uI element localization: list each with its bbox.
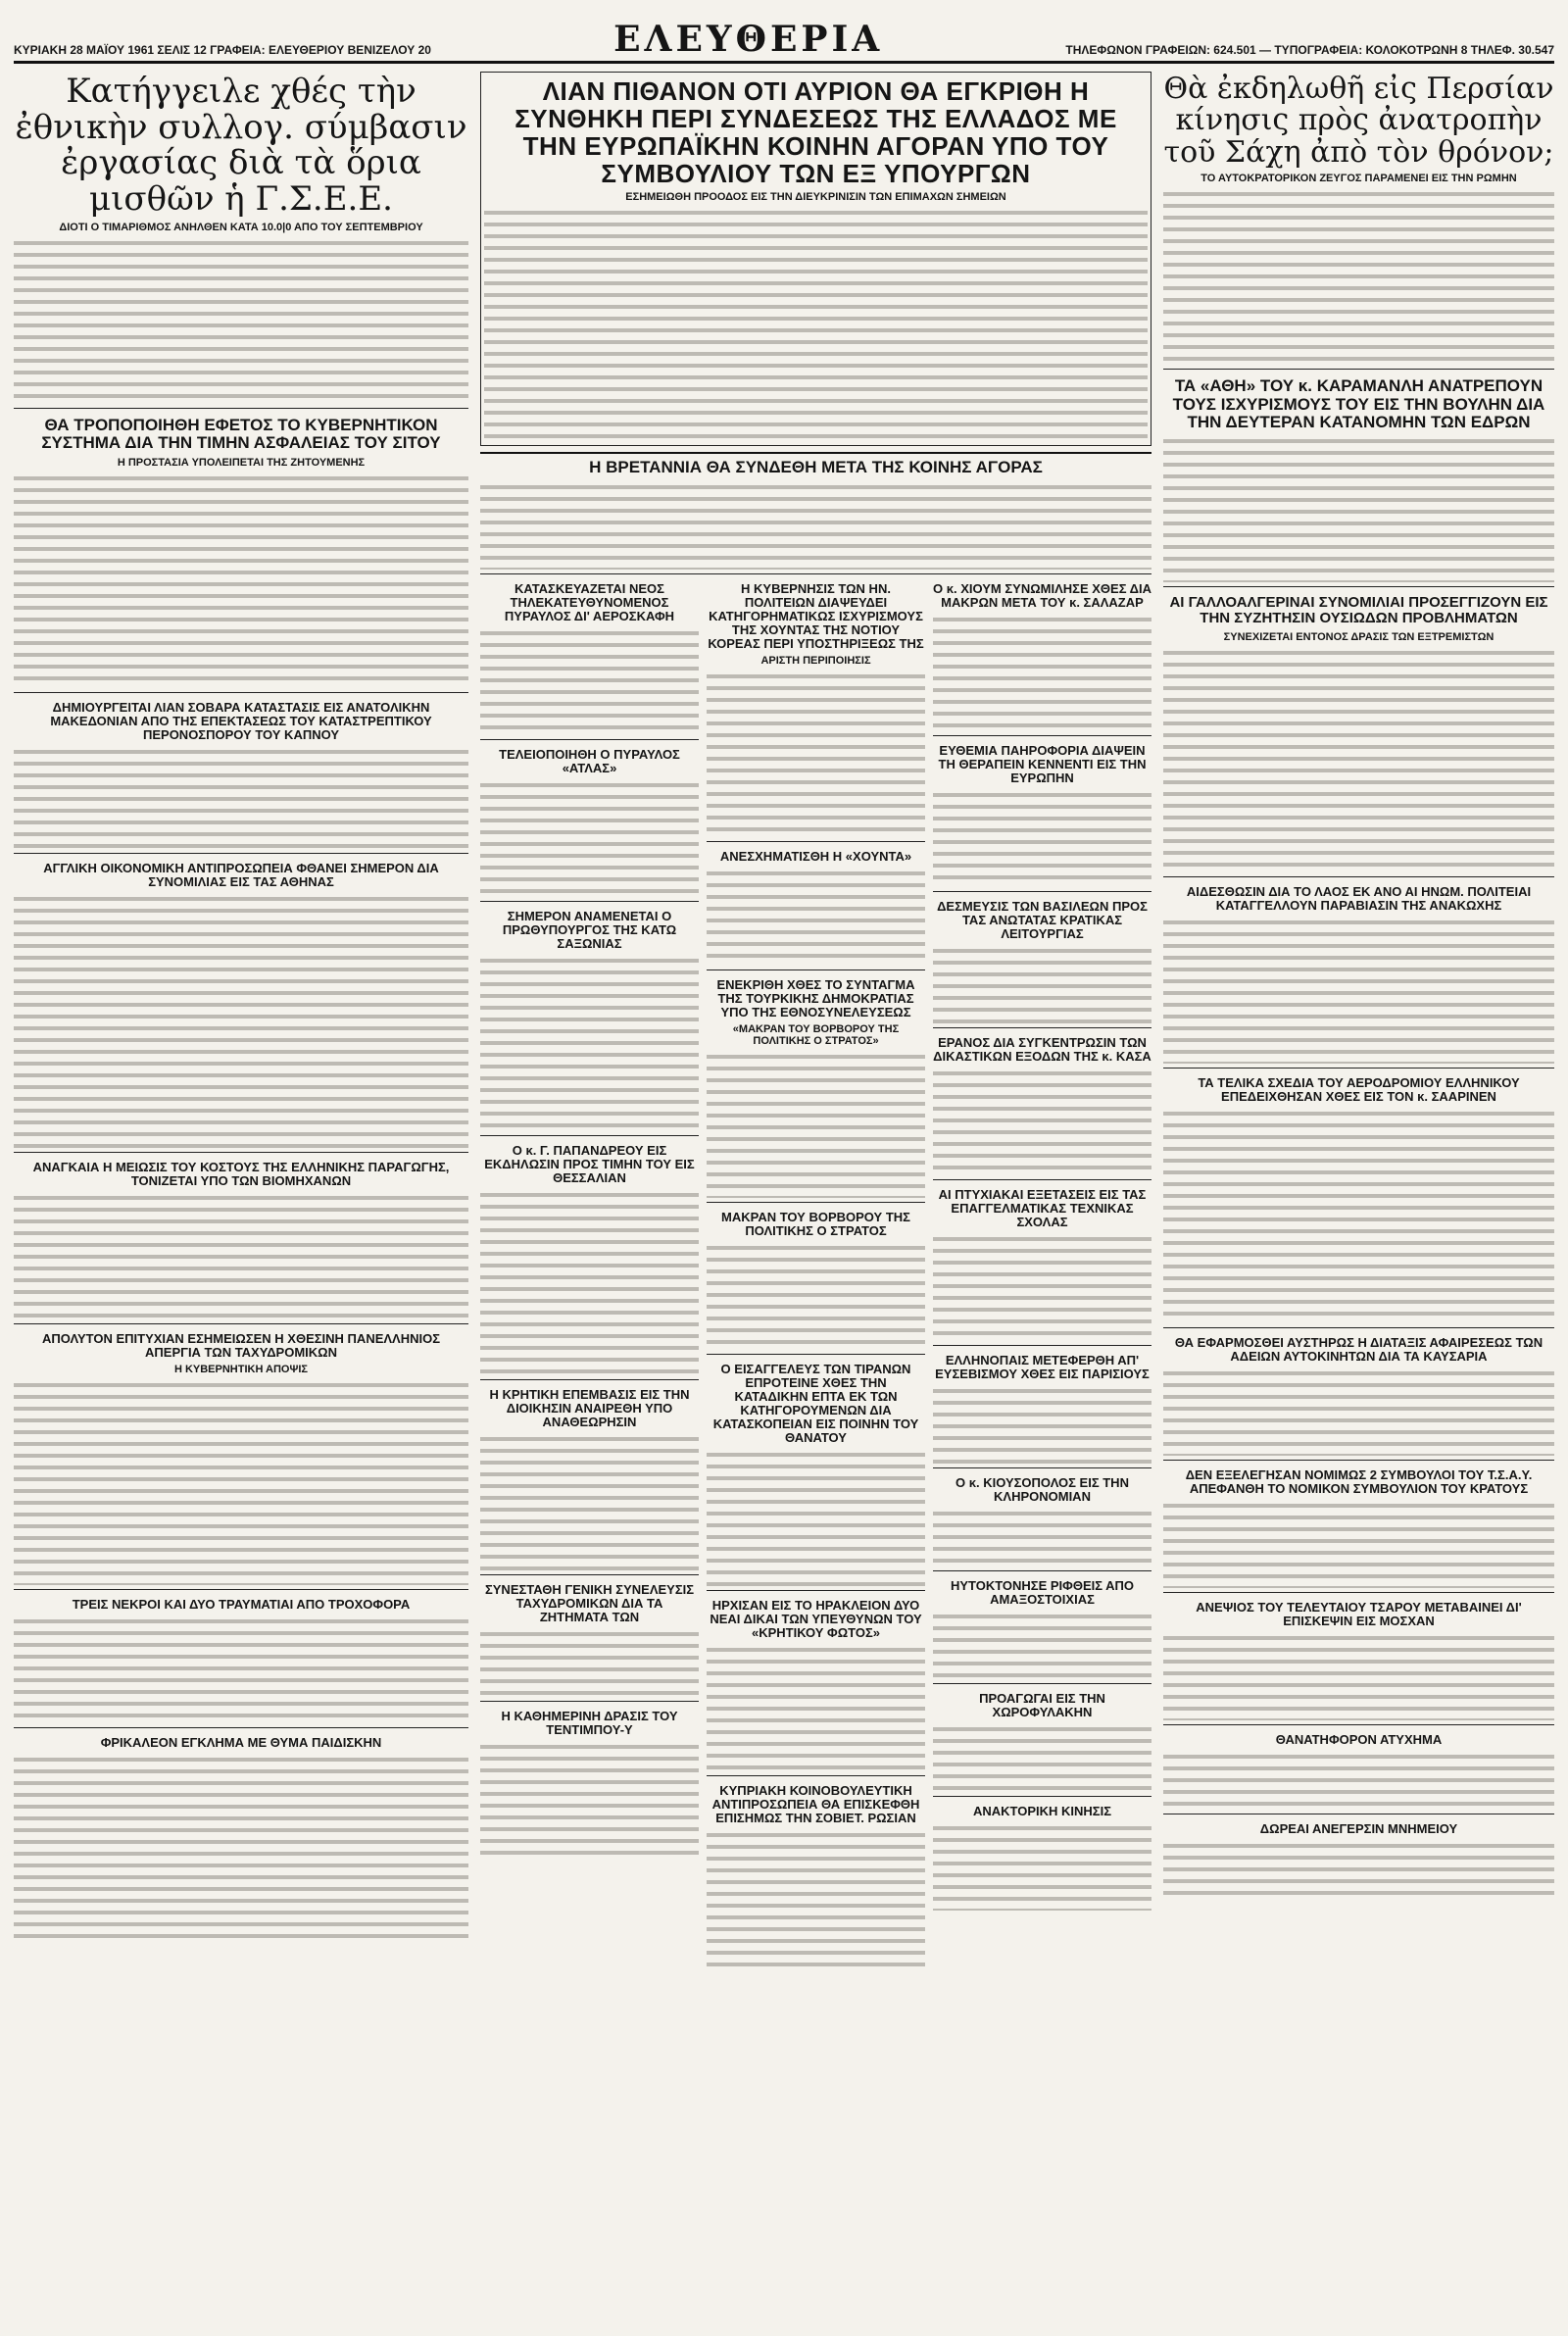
article-missile bbox=[480, 580, 699, 740]
headline: ΑΙΔΕΣΘΩΣΙΝ ΔΙΑ ΤΟ ΛΑΟΣ ΕΚ ΑΝΟ ΑΙ ΗΝΩΜ. ΠΟΛΙΤΕΙΑΙ ΚΑΤΑΓΓΕΛΛΟΥΝ ΠΑΡΑΒΙΑΣΙΝ ΤΗΣ ΑΝΑΚΩΧΗΣ bbox=[1186, 883, 1532, 913]
article-british-delegation bbox=[14, 860, 468, 1153]
headline: ΦΡΙΚΑΛΕΟΝ ΕΓΚΛΗΜΑ ΜΕ ΘΥΜΑ ΠΑΙΔΙΣΚΗΝ bbox=[100, 1734, 382, 1750]
article-body bbox=[707, 1644, 925, 1771]
article-suicide bbox=[933, 1577, 1152, 1684]
article-tentimpou bbox=[480, 1708, 699, 1863]
article-body bbox=[14, 746, 468, 849]
article-laos bbox=[1163, 883, 1554, 1069]
article-body bbox=[1163, 1840, 1554, 1899]
article-papandreou bbox=[480, 1142, 699, 1380]
article-body bbox=[707, 1449, 925, 1586]
article-palace bbox=[933, 1803, 1152, 1914]
headline: ΚΥΠΡΙΑΚΗ ΚΟΙΝΟΒΟΥΛΕΥΤΙΚΗ ΑΝΤΙΠΡΟΣΩΠΕΙΑ ΘΑ ΕΠΙΣΚΕΦΘΗ ΕΠΙΣΗΜΩΣ ΤΗΝ ΣΟΒΙΕΤ. ΡΩΣΙΑΝ bbox=[711, 1783, 920, 1826]
article-body bbox=[1163, 1500, 1554, 1588]
article-body bbox=[933, 1723, 1152, 1792]
article-karamanlis bbox=[1163, 375, 1554, 587]
subheadline: Η ΠΡΟΣΤΑΣΙΑ ΥΠΟΛΕΙΠΕΤΑΙ ΤΗΣ ΖΗΤΟΥΜΕΝΗΣ bbox=[117, 456, 366, 469]
headline: Ο κ. ΧΙΟΥΜ ΣΥΝΩΜΙΛΗΣΕ ΧΘΕΣ ΔΙΑ ΜΑΚΡΩΝ ΜΕΤΑ ΤΟΥ κ. ΣΑΛΑΖΑΡ bbox=[933, 580, 1152, 610]
headline: ΘΑΝΑΤΗΦΟΡΟΝ ΑΤΥΧΗΜΑ bbox=[1275, 1731, 1443, 1747]
article-body bbox=[1163, 435, 1554, 582]
article-body bbox=[933, 1611, 1152, 1679]
headline: ΤΑ «ΑΘΗ» ΤΟΥ κ. ΚΑΡΑΜΑΝΛΗ ΑΝΑΤΡΕΠΟΥΝ ΤΟΥΣ ΙΣΧΥΡΙΣΜΟΥΣ ΤΟΥ ΕΙΣ ΤΗΝ ΒΟΥΛΗΝ ΔΙΑ ΤΗΝ ΔΕΥΤΕΡΑΝ ΚΑΤΑΝΟΜΗΝ ΤΩΝ ΕΔΡΩΝ bbox=[1172, 376, 1545, 431]
headline: ΕΝΕΚΡΙΘΗ ΧΘΕΣ ΤΟ ΣΥΝΤΑΓΜΑ ΤΗΣ ΤΟΥΡΚΙΚΗΣ ΔΗΜΟΚΡΑΤΙΑΣ ΥΠΟ ΤΗΣ ΕΘΝΟΣΥΝΕΛΕΥΣΕΩΣ bbox=[716, 976, 915, 1019]
article-monument bbox=[1163, 1820, 1554, 1903]
headline: Ο κ. ΚΙΟΥΣΟΠΟΛΟΣ ΕΙΣ ΤΗΝ ΚΛΗΡΟΝΟΜΙΑΝ bbox=[956, 1475, 1129, 1505]
center-grid bbox=[480, 580, 1152, 1971]
article-paris bbox=[933, 1352, 1152, 1468]
article-body bbox=[480, 1189, 699, 1375]
article-body bbox=[14, 1192, 468, 1319]
headline: ΔΗΜΙΟΥΡΓΕΙΤΑΙ ΛΙΑΝ ΣΟΒΑΡΑ ΚΑΤΑΣΤΑΣΙΣ ΕΙΣ ΑΝΑΤΟΛΙΚΗΝ ΜΑΚΕΔΟΝΙΑΝ ΑΠΟ ΤΗΣ ΕΠΕΚΤΑΣΕΩΣ ΤΟΥ ΚΑΤΑΣΤΡΕΠΤΙΚΟΥ ΠΕΡΟΝΟΣΠΟΡΟΥ ΤΟΥ ΚΑΠΝΟΥ bbox=[50, 699, 432, 742]
article-tirana bbox=[707, 1361, 925, 1591]
article-crime bbox=[14, 1734, 468, 1944]
article-persia bbox=[1163, 72, 1554, 370]
newspaper-title: ΕΛΕΥΘΕΡΙΑ bbox=[613, 19, 884, 60]
article-body bbox=[480, 481, 1152, 570]
subheadline: ΣΥΝΕΧΙΖΕΤΑΙ ΕΝΤΟΝΟΣ ΔΡΑΣΙΣ ΤΩΝ ΕΞΤΡΕΜΙΣΤΩΝ bbox=[1223, 630, 1494, 643]
headline: ΤΕΛΕΙΟΠΟΙΗΘΗ Ο ΠΥΡΑΥΛΟΣ «ΑΤΛΑΣ» bbox=[499, 746, 680, 775]
article-britain bbox=[480, 452, 1152, 573]
headline: ΑΙ ΠΤΥΧΙΑΚΑΙ ΕΞΕΤΑΣΕΙΣ ΕΙΣ ΤΑΣ ΕΠΑΓΓΕΛΜΑΤΙΚΑΣ ΤΕΧΝΙΚΑΣ ΣΧΟΛΑΣ bbox=[938, 1186, 1147, 1230]
article-airport bbox=[1163, 1074, 1554, 1328]
headline: ΑΝΕΨΙΟΣ ΤΟΥ ΤΕΛΕΥΤΑΙΟΥ ΤΣΑΡΟΥ ΜΕΤΑΒΑΙΝΕΙ ΔΙ' ΕΠΙΣΚΕΨΙΝ ΕΙΣ ΜΟΣΧΑΝ bbox=[1196, 1599, 1522, 1628]
article-body bbox=[1163, 1751, 1554, 1810]
article-body bbox=[707, 1051, 925, 1198]
subheadline: ΤΟ ΑΥΤΟΚΡΑΤΟΡΙΚΟΝ ΖΕΥΓΟΣ ΠΑΡΑΜΕΝΕΙ ΕΙΣ ΤΗΝ ΡΩΜΗΝ bbox=[1200, 173, 1517, 185]
left-column bbox=[14, 72, 468, 1970]
headline: ΤΑ ΤΕΛΙΚΑ ΣΧΕΔΙΑ ΤΟΥ ΑΕΡΟΔΡΟΜΙΟΥ ΕΛΛΗΝΙΚΟΥ ΕΠΕΔΕΙΧΘΗΣΑΝ ΧΘΕΣ ΕΙΣ ΤΟΝ κ. ΣΑΑΡΙΝΕΝ bbox=[1198, 1074, 1520, 1104]
article-industry-cost bbox=[14, 1159, 468, 1324]
subheadline: «ΜΑΚΡΑΝ ΤΟΥ ΒΟΡΒΟΡΟΥ ΤΗΣ ΠΟΛΙΤΙΚΗΣ Ο ΣΤΡΑΤΟΣ» bbox=[732, 1022, 900, 1047]
article-body bbox=[933, 1822, 1152, 1911]
article-body bbox=[1163, 1367, 1554, 1456]
article-body bbox=[933, 789, 1152, 887]
headline: ΑΠΟΛΥΤΟΝ ΕΠΙΤΥΧΙΑΝ ΕΣΗΜΕΙΩΣΕΝ Η ΧΘΕΣΙΝΗ ΠΑΝΕΛΛΗΝΙΟΣ ΑΠΕΡΓΙΑ ΤΩΝ ΤΑΧΥΔΡΟΜΙΚΩΝ bbox=[41, 1330, 441, 1360]
article-body bbox=[14, 1615, 468, 1723]
article-crete-admin bbox=[480, 1386, 699, 1575]
article-algeria bbox=[1163, 593, 1554, 876]
article-body bbox=[707, 1242, 925, 1350]
article-body bbox=[933, 614, 1152, 731]
article-body bbox=[707, 868, 925, 966]
headline: ΚΑΤΑΣΚΕΥΑΖΕΤΑΙ ΝΕΟΣ ΤΗΛΕΚΑΤΕΥΘΥΝΟΜΕΝΟΣ ΠΥΡΑΥΛΟΣ ΔΙ' ΑΕΡΟΣΚΑΦΗ bbox=[504, 580, 675, 623]
center-column bbox=[480, 72, 1152, 1970]
article-traffic-deaths bbox=[14, 1596, 468, 1728]
headline: ΤΡΕΙΣ ΝΕΚΡΟΙ ΚΑΙ ΔΥΟ ΤΡΑΥΜΑΤΙΑΙ ΑΠΟ ΤΡΟΧΟΦΟΡΑ bbox=[72, 1596, 411, 1612]
article-body bbox=[1163, 188, 1554, 365]
subheadline: ΔΙΟΤΙ Ο ΤΙΜΑΡΙΘΜΟΣ ΑΝΗΛΘΕΝ ΚΑΤΑ 10.0|0 ΑΠΟ ΤΟΥ ΣΕΠΤΕΜΒΡΙΟΥ bbox=[59, 221, 423, 233]
headline: ΘΑ ΤΡΟΠΟΠΟΙΗΘΗ ΕΦΕΤΟΣ ΤΟ ΚΥΒΕΡΝΗΤΙΚΟΝ ΣΥΣΤΗΜΑ ΔΙΑ ΤΗΝ ΤΙΜΗΝ ΑΣΦΑΛΕΙΑΣ ΤΟΥ ΣΙΤΟΥ bbox=[41, 415, 441, 453]
article-gendarmerie bbox=[933, 1690, 1152, 1797]
headline: Η ΚΑΘΗΜΕΡΙΝΗ ΔΡΑΣΙΣ ΤΟΥ ΤΕΝΤΙΜΠΟΥ-Υ bbox=[501, 1709, 678, 1738]
center-sub-col-3 bbox=[933, 580, 1152, 1971]
headline: Η ΚΥΒΕΡΝΗΣΙΣ ΤΩΝ ΗΝ. ΠΟΛΙΤΕΙΩΝ ΔΙΑΨΕΥΔΕΙ ΚΑΤΗΓΟΡΗΜΑΤΙΚΩΣ ΙΣΧΥΡΙΣΜΟΥΣ ΤΗΣ ΧΟΥΝΤΑΣ ΤΗΣ ΝΟΤΙΟΥ ΚΟΡΕΑΣ ΠΕΡΙ ΥΠΟΣΤΗΡΙΞΕΩΣ ΤΗΣ bbox=[708, 580, 924, 651]
headline: ΗΡΧΙΣΑΝ ΕΙΣ ΤΟ ΗΡΑΚΛΕΙΟΝ ΔΥΟ ΝΕΑΙ ΔΙΚΑΙ ΤΩΝ ΥΠΕΥΘΥΝΩΝ ΤΟΥ «ΚΡΗΤΙΚΟΥ ΦΩΤΟΣ» bbox=[710, 1598, 922, 1641]
article-heraklion bbox=[707, 1597, 925, 1776]
article-body bbox=[933, 1385, 1152, 1464]
article-body bbox=[14, 1379, 468, 1585]
article-wheat bbox=[14, 415, 468, 693]
article-body bbox=[480, 1628, 699, 1697]
lead-headline: ΛΙΑΝ ΠΙΘΑΝΟΝ ΟΤΙ ΑΥΡΙΟΝ ΘΑ ΕΓΚΡΙΘΗ Η ΣΥΝΘΗΚΗ ΠΕΡΙ ΣΥΝΔΕΣΕΩΣ ΤΗΣ ΕΛΛΑΔΟΣ ΜΕ ΤΗΝ ΕΥΡΩΠΑΪΚΗΝ ΚΟΙΝΗΝ ΑΓΟΡΑΝ ΥΠΟ ΤΟΥ ΣΥΜΒΟΥΛΙΟΥ ΤΩΝ ΕΞ ΥΠΟΥΡΓΩΝ bbox=[514, 76, 1117, 189]
headline: ΔΕΣΜΕΥΣΙΣ ΤΩΝ ΒΑΣΙΛΕΩΝ ΠΡΟΣ ΤΑΣ ΑΝΩΤΑΤΑΣ ΚΡΑΤΙΚΑΣ ΛΕΙΤΟΥΡΓΙΑΣ bbox=[937, 898, 1148, 941]
headline: ΔΕΝ ΕΞΕΛΕΓΗΣΑΝ ΝΟΜΙΜΩΣ 2 ΣΥΜΒΟΥΛΟΙ ΤΟΥ Τ.Σ.Α.Υ. ΑΠΕΦΑΝΘΗ ΤΟ ΝΟΜΙΚΟΝ ΣΥΜΒΟΥΛΙΟΝ ΤΟΥ ΚΡΑΤΟΥΣ bbox=[1185, 1466, 1533, 1496]
newspaper-page bbox=[14, 14, 1554, 2308]
article-us-korea bbox=[707, 580, 925, 842]
headline: ΣΥΝΕΣΤΑΘΗ ΓΕΝΙΚΗ ΣΥΝΕΛΕΥΣΙΣ ΤΑΧΥΔΡΟΜΙΚΩΝ ΔΙΑ ΤΑ ΖΗΤΗΜΑΤΑ ΤΩΝ bbox=[484, 1582, 695, 1625]
article-atlas bbox=[480, 746, 699, 902]
article-tobacco bbox=[14, 699, 468, 854]
article-body bbox=[933, 945, 1152, 1023]
article-turkey bbox=[707, 976, 925, 1203]
article-body bbox=[480, 627, 699, 735]
article-army bbox=[707, 1209, 925, 1355]
article-gsee bbox=[14, 72, 468, 409]
right-column bbox=[1163, 72, 1554, 1970]
article-body bbox=[933, 1233, 1152, 1341]
article-body bbox=[1163, 1632, 1554, 1720]
article-saxony bbox=[480, 908, 699, 1136]
headline: ΕΥΘΕΜΙΑ ΠΑΗΡΟΦΟΡΙΑ ΔΙΑΨΕΙΝ ΤΗ ΘΕΡΑΠΕΙΝ ΚΕΝΝΕΝΤΙ ΕΙΣ ΤΗΝ ΕΥΡΩΠΗΝ bbox=[938, 742, 1147, 785]
headline: ΠΡΟΑΓΩΓΑΙ ΕΙΣ ΤΗΝ ΧΩΡΟΦΥΛΑΚΗΝ bbox=[979, 1691, 1105, 1720]
article-body bbox=[480, 955, 699, 1131]
article-body bbox=[14, 237, 468, 404]
headline: Ο κ. Γ. ΠΑΠΑΝΔΡΕΟΥ ΕΙΣ ΕΚΔΗΛΩΣΙΝ ΠΡΟΣ ΤΙΜΗΝ ΤΟΥ ΕΙΣ ΘΕΣΣΑΛΙΑΝ bbox=[484, 1142, 695, 1185]
headline: ΔΩΡΕΑΙ ΑΝΕΓΕΡΣΙΝ ΜΝΗΜΕΙΟΥ bbox=[1259, 1820, 1458, 1836]
headline: ΜΑΚΡΑΝ ΤΟΥ ΒΟΡΒΟΡΟΥ ΤΗΣ ΠΟΛΙΤΙΚΗΣ Ο ΣΤΡΑΤΟΣ bbox=[721, 1209, 910, 1238]
subheadline: Η ΚΥΒΕΡΝΗΤΙΚΗ ΑΠΟΨΙΣ bbox=[173, 1363, 309, 1375]
article-body bbox=[1163, 1108, 1554, 1323]
article-kings bbox=[933, 898, 1152, 1028]
headline: ΑΝΑΚΤΟΡΙΚΗ ΚΙΝΗΣΙΣ bbox=[972, 1804, 1112, 1819]
article-body bbox=[707, 671, 925, 837]
article-body bbox=[933, 1068, 1152, 1175]
article-body bbox=[1163, 917, 1554, 1064]
article-kasa bbox=[933, 1034, 1152, 1180]
article-tsar bbox=[1163, 1599, 1554, 1725]
article-accident bbox=[1163, 1731, 1554, 1814]
article-junta bbox=[707, 848, 925, 970]
headline: ΕΡΑΝΟΣ ΔΙΑ ΣΥΓΚΕΝΤΡΩΣΙΝ ΤΩΝ ΔΙΚΑΣΤΙΚΩΝ ΕΞΟΔΩΝ ΤΗΣ κ. ΚΑΣΑ bbox=[933, 1034, 1152, 1064]
date-line: ΚΥΡΙΑΚΗ 28 ΜΑΪΟΥ 1961 ΣΕΛΙΣ 12 ΓΡΑΦΕΙΑ: ΕΛΕΥΘΕΡΙΟΥ ΒΕΝΙΖΕΛΟΥ 20 bbox=[14, 43, 431, 57]
headline: ΕΛΛΗΝΟΠΑΙΣ ΜΕΤΕΦΕΡΘΗ ΑΠ' ΕΥΣΕΒΙΣΜΟΥ ΧΘΕΣ ΕΙΣ ΠΑΡΙΣΙΟΥΣ bbox=[935, 1353, 1150, 1382]
headline: Ο ΕΙΣΑΓΓΕΛΕΥΣ ΤΩΝ ΤΙΡΑΝΩΝ ΕΠΡΟΤΕΙΝΕ ΧΘΕΣ ΤΗΝ ΚΑΤΑΔΙΚΗΝ ΕΠΤΑ ΕΚ ΤΩΝ ΚΑΤΗΓΟΡΟΥΜΕΝΩΝ ΔΙΑ ΚΑΤΑΣΚΟΠΕΙΑΝ ΕΙΣ ΠΟΙΝΗΝ ΤΟΥ ΘΑΝΑΤΟΥ bbox=[712, 1362, 919, 1446]
article-body bbox=[480, 1741, 699, 1859]
article-body bbox=[14, 1754, 468, 1940]
article-body bbox=[1163, 647, 1554, 872]
article-tsay bbox=[1163, 1466, 1554, 1593]
article-kiousopolos bbox=[933, 1474, 1152, 1571]
article-body bbox=[707, 1829, 925, 1966]
headline: ΣΗΜΕΡΟΝ ΑΝΑΜΕΝΕΤΑΙ Ο ΠΡΩΘΥΠΟΥΡΓΟΣ ΤΗΣ ΚΑΤΩ ΣΑΞΩΝΙΑΣ bbox=[502, 908, 677, 951]
masthead bbox=[14, 14, 1554, 64]
center-sub-col-2 bbox=[707, 580, 925, 1971]
headline: ΗΥΤΟΚΤΟΝΗΣΕ ΡΙΦΘΕΙΣ ΑΠΟ ΑΜΑΞΟΣΤΟΙΧΙΑΣ bbox=[950, 1578, 1135, 1608]
article-body bbox=[480, 1433, 699, 1570]
article-body bbox=[933, 1508, 1152, 1566]
headline: ΑΙ ΓΑΛΛΟΑΛΓΕΡΙΝΑΙ ΣΥΝΟΜΙΛΙΑΙ ΠΡΟΣΕΓΓΙΖΟΥΝ ΕΙΣ ΤΗΝ ΣΥΖΗΤΗΣΙΝ ΟΥΣΙΩΔΩΝ ΠΡΟΒΛΗΜΑΤΩΝ bbox=[1169, 594, 1548, 627]
article-body bbox=[14, 472, 468, 688]
lead-article bbox=[480, 72, 1152, 446]
headline: Η ΚΡΗΤΙΚΗ ΕΠΕΜΒΑΣΙΣ ΕΙΣ ΤΗΝ ΔΙΟΙΚΗΣΙΝ ΑΝΑΙΡΕΘΗ ΥΠΟ ΑΝΑΘΕΩΡΗΣΙΝ bbox=[489, 1387, 690, 1430]
subheadline: ΑΡΙΣΤΗ ΠΕΡΙΠΟΙΗΣΙΣ bbox=[760, 654, 871, 667]
headline: Κατήγγειλε χθές τὴν ἐθνικὴν συλλογ. σύμβασιν ἐργασίας διὰ τὰ ὅρια μισθῶν ἡ Γ.Σ.Ε.Ε. bbox=[15, 72, 467, 220]
article-body bbox=[480, 779, 699, 897]
article-postal-strike bbox=[14, 1330, 468, 1590]
headline: Θὰ ἐκδηλωθῆ εἰς Περσίαν κίνησις πρὸς ἀνατροπὴν τοῦ Σάχη ἀπὸ τὸν θρόνον; bbox=[1163, 72, 1554, 170]
article-schools bbox=[933, 1186, 1152, 1346]
contact-line: ΤΗΛΕΦΩΝΟΝ ΓΡΑΦΕΙΩΝ: 624.501 — ΤΥΠΟΓΡΑΦΕΙΑ: ΚΟΛΟΚΟΤΡΩΝΗ 8 ΤΗΛΕΦ. 30.547 bbox=[1065, 43, 1554, 57]
headline: ΑΝΕΣΧΗΜΑΤΙΣΘΗ Η «ΧΟΥΝΤΑ» bbox=[719, 848, 912, 864]
article-postal-assembly bbox=[480, 1581, 699, 1702]
headline: ΑΓΓΛΙΚΗ ΟΙΚΟΝΟΜΙΚΗ ΑΝΤΙΠΡΟΣΩΠΕΙΑ ΦΘΑΝΕΙ ΣΗΜΕΡΟΝ ΔΙΑ ΣΥΝΟΜΙΛΙΑΣ ΕΙΣ ΤΑΣ ΑΘΗΝΑΣ bbox=[43, 860, 439, 889]
article-car-licenses bbox=[1163, 1334, 1554, 1461]
article-cyprus bbox=[707, 1782, 925, 1970]
article-kennedy bbox=[933, 742, 1152, 892]
article-hume-salazar bbox=[933, 580, 1152, 736]
article-body bbox=[484, 207, 1148, 442]
article-body bbox=[14, 893, 468, 1148]
headline: Η ΒΡΕΤΑΝΝΙΑ ΘΑ ΣΥΝΔΕΘΗ ΜΕΤΑ ΤΗΣ ΚΟΙΝΗΣ ΑΓΟΡΑΣ bbox=[589, 458, 1043, 477]
lead-subheadline: ΕΣΗΜΕΙΩΘΗ ΠΡΟΟΔΟΣ ΕΙΣ ΤΗΝ ΔΙΕΥΚΡΙΝΙΣΙΝ ΤΩΝ ΕΠΙΜΑΧΩΝ ΣΗΜΕΙΩΝ bbox=[625, 191, 1006, 204]
center-sub-col-1 bbox=[480, 580, 699, 1971]
headline: ΘΑ ΕΦΑΡΜΟΣΘΕΙ ΑΥΣΤΗΡΩΣ Η ΔΙΑΤΑΞΙΣ ΑΦΑΙΡΕΣΕΩΣ ΤΩΝ ΑΔΕΙΩΝ ΑΥΤΟΚΙΝΗΤΩΝ ΔΙΑ ΤΑ ΚΑΥΣΑΡΙΑ bbox=[1174, 1334, 1544, 1364]
headline: ΑΝΑΓΚΑΙΑ Η ΜΕΙΩΣΙΣ ΤΟΥ ΚΟΣΤΟΥΣ ΤΗΣ ΕΛΛΗΝΙΚΗΣ ΠΑΡΑΓΩΓΗΣ, ΤΟΝΙΖΕΤΑΙ ΥΠΟ ΤΩΝ ΒΙΟΜΗΧΑΝΩΝ bbox=[32, 1159, 450, 1188]
